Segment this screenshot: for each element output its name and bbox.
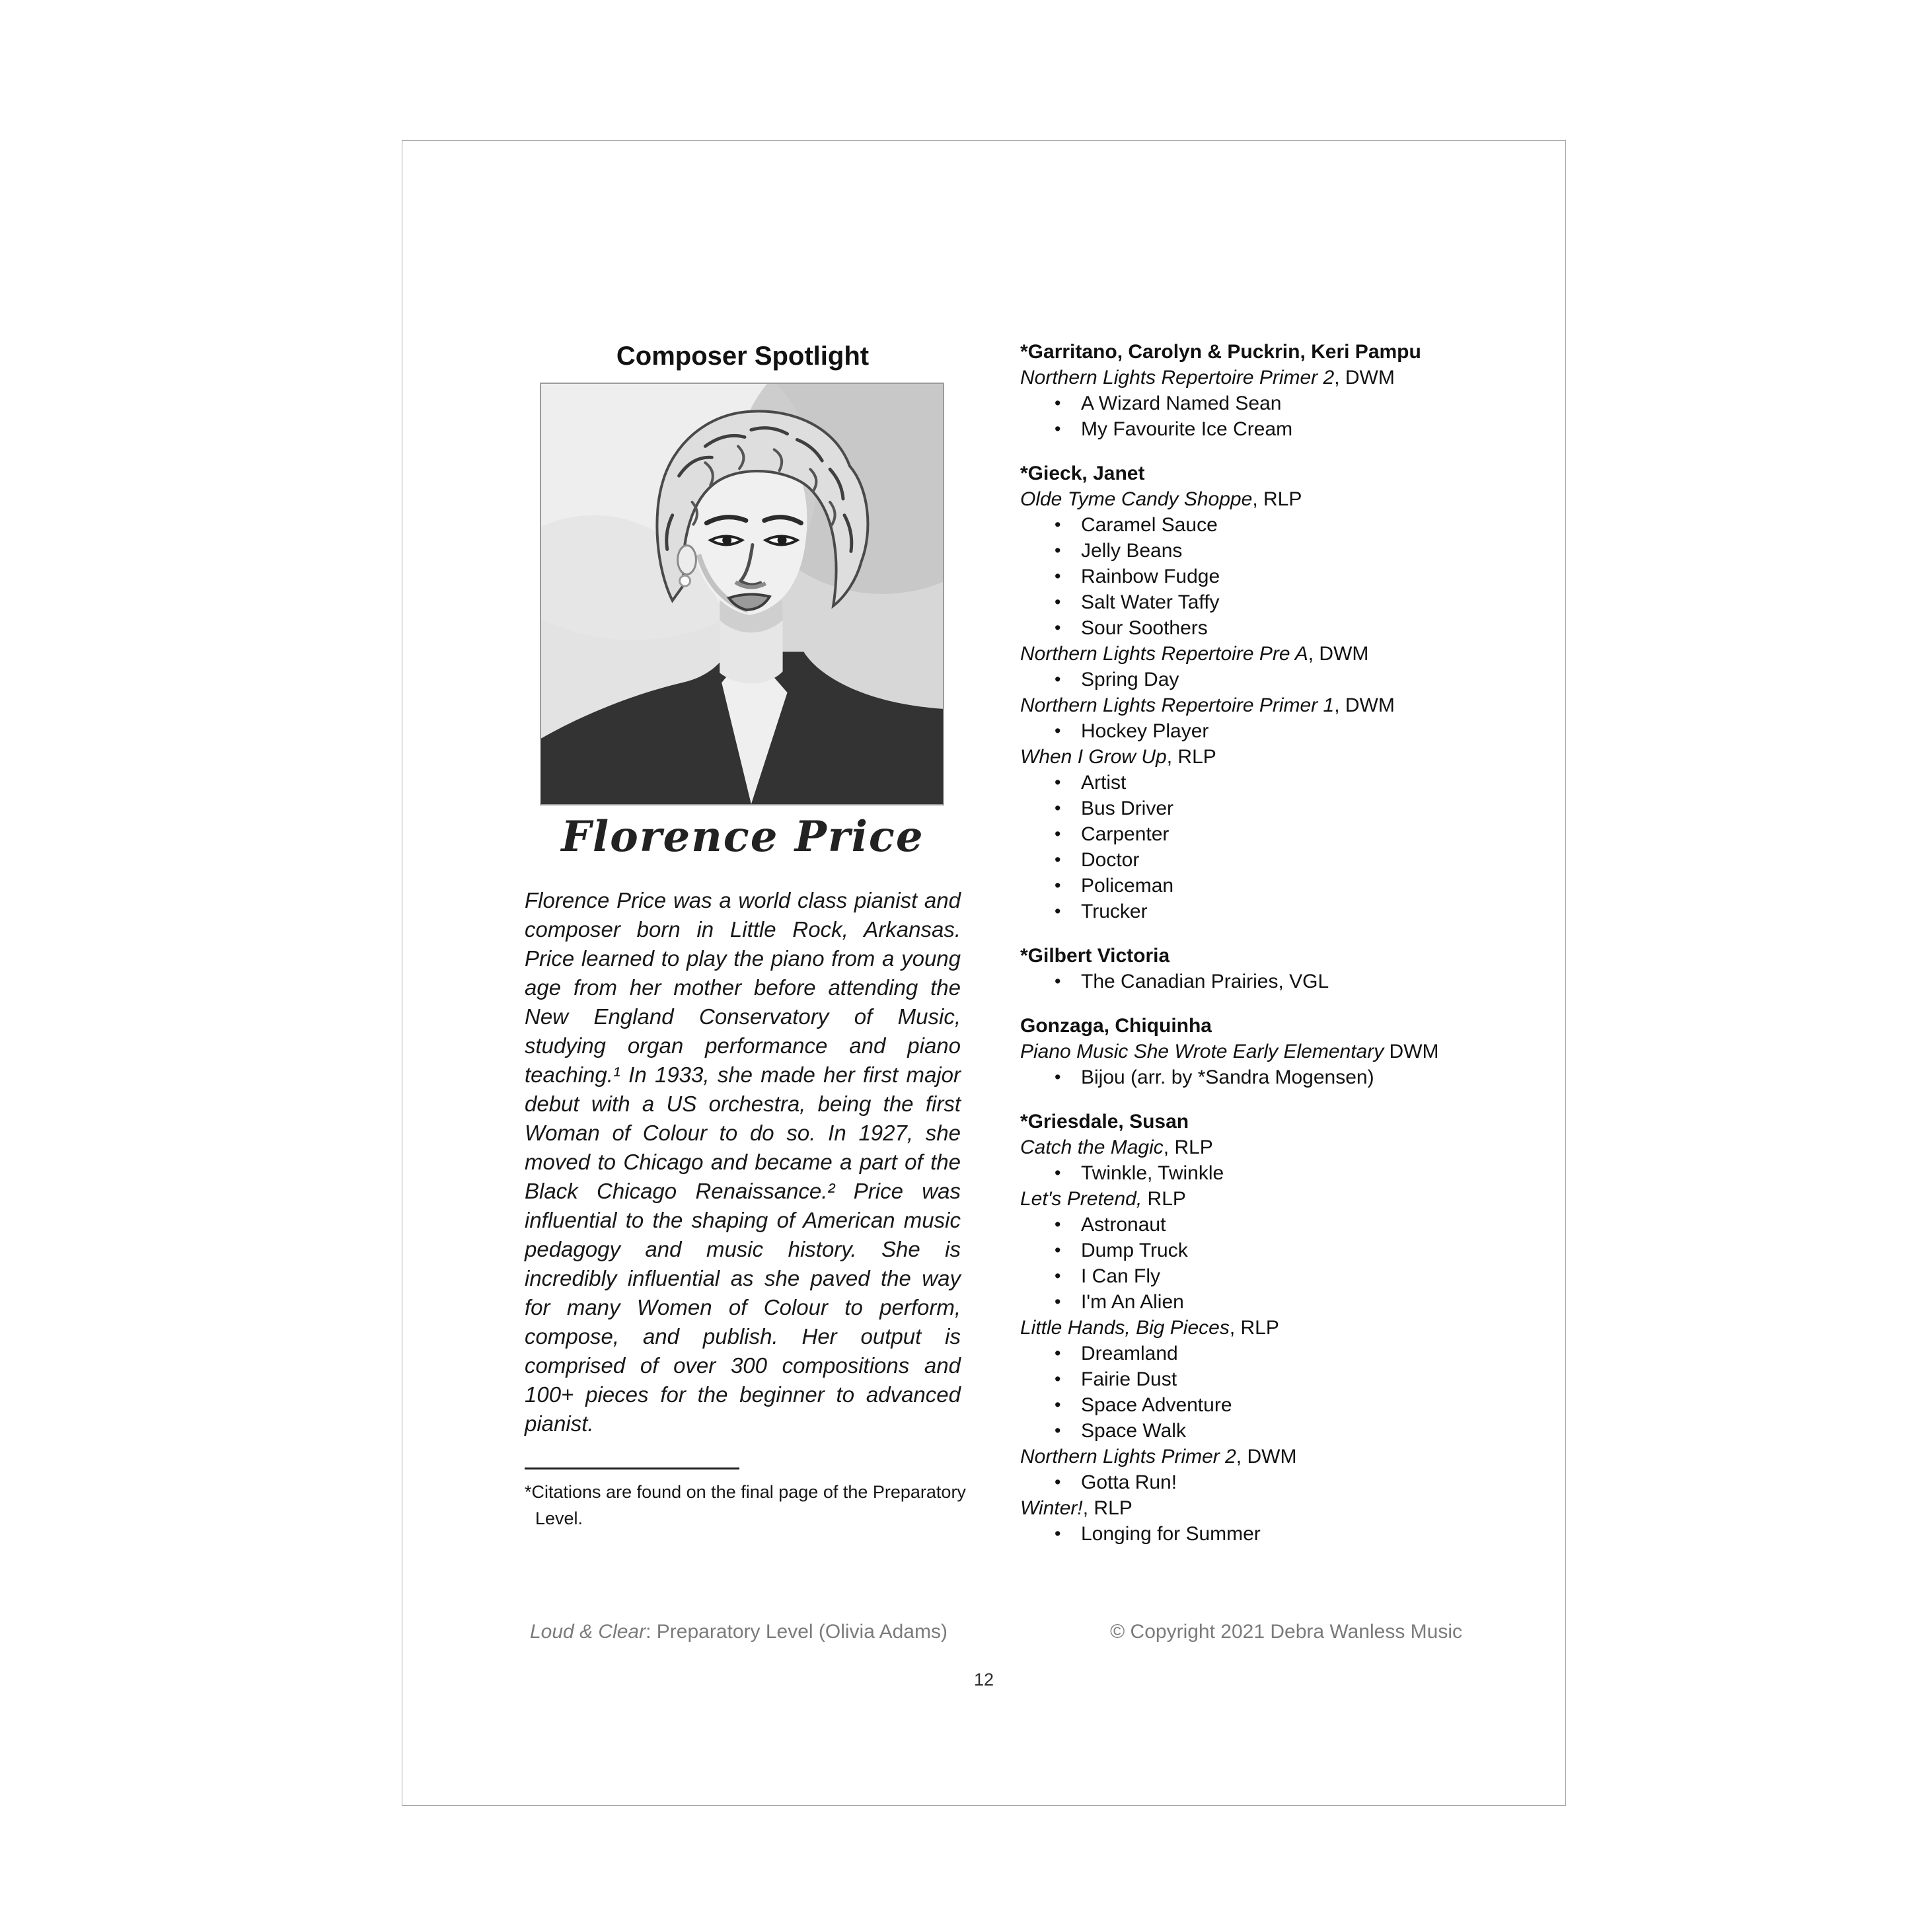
bullet-icon: • <box>1055 1067 1061 1087</box>
piece-item <box>1020 847 1476 873</box>
piece-title: Doctor <box>1081 849 1140 871</box>
bullet-icon: • <box>1055 566 1061 586</box>
piece-title: Dump Truck <box>1081 1240 1188 1261</box>
bullet-icon: • <box>1055 1343 1061 1363</box>
piece-item <box>1020 1341 1476 1366</box>
bullet-icon: • <box>1055 875 1061 895</box>
piece-title: My Favourite Ice Cream <box>1081 418 1293 440</box>
page-number: 12 <box>973 1670 994 1690</box>
book-title-line <box>1020 1039 1476 1064</box>
publisher-code: , DWM <box>1236 1446 1297 1468</box>
piece-item <box>1020 796 1476 821</box>
composer-group <box>1020 1013 1476 1090</box>
piece-item <box>1020 1263 1476 1289</box>
book-title: Let's Pretend, <box>1020 1188 1142 1210</box>
bullet-icon: • <box>1055 669 1061 689</box>
publisher-code: , RLP <box>1166 746 1216 768</box>
bullet-icon: • <box>1055 1240 1061 1260</box>
book-title-line <box>1020 744 1476 770</box>
bullet-icon: • <box>1055 540 1061 560</box>
footer-copyright: © Copyright 2021 Debra Wanless Music <box>1110 1621 1462 1643</box>
bullet-icon: • <box>1055 971 1061 991</box>
footnote-text: *Citations are found on the final page of the Preparatory Level. <box>525 1482 966 1528</box>
piece-item <box>1020 1289 1476 1315</box>
piece-title: Space Adventure <box>1081 1394 1232 1416</box>
piece-title: Sour Soothers <box>1081 617 1208 639</box>
piece-item <box>1020 538 1476 564</box>
book-title: Little Hands, Big Pieces <box>1020 1317 1230 1339</box>
piece-title: Carpenter <box>1081 823 1170 845</box>
piece-title: I'm An Alien <box>1081 1291 1184 1313</box>
piece-item <box>1020 969 1476 994</box>
composer-header: *Griesdale, Susan <box>1020 1111 1189 1133</box>
piece-title: Twinkle, Twinkle <box>1081 1162 1224 1184</box>
book-title: Piano Music She Wrote Early Elementary <box>1020 1041 1384 1062</box>
bullet-icon: • <box>1055 1163 1061 1183</box>
piece-item <box>1020 1160 1476 1186</box>
document-page <box>402 140 1566 1806</box>
footnote-divider <box>525 1468 739 1469</box>
footnote <box>525 1468 981 1532</box>
piece-item <box>1020 1392 1476 1418</box>
bullet-icon: • <box>1055 515 1061 535</box>
piece-item <box>1020 1238 1476 1263</box>
bullet-icon: • <box>1055 1369 1061 1389</box>
publisher-code: , DWM <box>1308 643 1369 665</box>
piece-item <box>1020 718 1476 744</box>
publisher-code: , RLP <box>1229 1317 1279 1339</box>
piece-item <box>1020 615 1476 641</box>
footer-title-rest: : Preparatory Level (Olivia Adams) <box>646 1621 947 1643</box>
book-title: Olde Tyme Candy Shoppe <box>1020 488 1253 510</box>
bullet-icon: • <box>1055 824 1061 844</box>
piece-title: Dreamland <box>1081 1343 1178 1364</box>
piece-item <box>1020 390 1476 416</box>
book-title: Winter! <box>1020 1497 1083 1519</box>
piece-item <box>1020 564 1476 589</box>
bullet-icon: • <box>1055 1292 1061 1312</box>
piece-title: Jelly Beans <box>1081 540 1183 562</box>
piece-title: Policeman <box>1081 875 1174 897</box>
publisher-code: , RLP <box>1082 1497 1133 1519</box>
bullet-icon: • <box>1055 850 1061 870</box>
book-title-line <box>1020 486 1476 512</box>
piece-title: Space Walk <box>1081 1420 1186 1442</box>
bullet-icon: • <box>1055 772 1061 792</box>
piece-item <box>1020 1469 1476 1495</box>
piece-item <box>1020 589 1476 615</box>
book-title-line <box>1020 1134 1476 1160</box>
piece-item <box>1020 1521 1476 1547</box>
book-title: Northern Lights Repertoire Primer 2 <box>1020 367 1335 389</box>
publisher-code: DWM <box>1384 1041 1439 1062</box>
publisher-code: , DWM <box>1334 367 1395 389</box>
composer-group <box>1020 339 1476 442</box>
composer-group <box>1020 1109 1476 1547</box>
book-title-line <box>1020 365 1476 390</box>
bullet-icon: • <box>1055 618 1061 638</box>
piece-item <box>1020 899 1476 924</box>
composer-bio: Florence Price was a world class pianist and composer born in Little Rock, Arkansas. Price learned to play the piano from a young age from her mother before attending the New England Conservatory of Music, studying organ performance and piano teaching.¹ In 1933, she made her first major debut with a US orchestra, being the first Woman of Colour to do so. In 1927, she moved to Chicago and became a part of the Black Chicago Renaissance.² Price was influential to the shaping of American music pedagogy and music history. She is incredibly influential as she paved the way for many Women of Colour to perform, compose, and publish. Her output is comprised of over 300 compositions and 100+ pieces for the beginner to advanced pianist. <box>525 888 961 1436</box>
composer-group <box>1020 461 1476 924</box>
piece-title: I Can Fly <box>1081 1265 1161 1287</box>
piece-item <box>1020 512 1476 538</box>
piece-item <box>1020 1418 1476 1444</box>
bullet-icon: • <box>1055 1421 1061 1440</box>
piece-item <box>1020 821 1476 847</box>
book-title: When I Grow Up <box>1020 746 1167 768</box>
book-title-line <box>1020 1315 1476 1341</box>
piece-title: Rainbow Fudge <box>1081 566 1220 587</box>
book-title-line <box>1020 692 1476 718</box>
book-title-line <box>1020 1186 1476 1212</box>
piece-title: Longing for Summer <box>1081 1523 1261 1545</box>
bullet-icon: • <box>1055 1524 1061 1543</box>
piece-title: A Wizard Named Sean <box>1081 392 1282 414</box>
publisher-code: RLP <box>1142 1188 1186 1210</box>
bullet-icon: • <box>1055 1214 1061 1234</box>
piece-title: Salt Water Taffy <box>1081 591 1220 613</box>
composer-header: *Gilbert Victoria <box>1020 945 1170 967</box>
publisher-code: , RLP <box>1252 488 1302 510</box>
piece-title: Astronaut <box>1081 1214 1166 1236</box>
bullet-icon: • <box>1055 419 1061 439</box>
bullet-icon: • <box>1055 798 1061 818</box>
piece-title: Fairie Dust <box>1081 1368 1177 1390</box>
florence-price-portrait <box>540 383 944 805</box>
bullet-icon: • <box>1055 721 1061 741</box>
page-title: Composer Spotlight <box>616 342 870 371</box>
book-title-line <box>1020 1495 1476 1521</box>
book-title: Northern Lights Primer 2 <box>1020 1446 1236 1468</box>
piece-item <box>1020 770 1476 796</box>
publisher-code: , RLP <box>1163 1136 1213 1158</box>
piece-title: Spring Day <box>1081 669 1179 690</box>
bullet-icon: • <box>1055 1395 1061 1415</box>
footer-title-italic: Loud & Clear <box>530 1621 646 1643</box>
piece-title: Trucker <box>1081 901 1148 922</box>
book-title: Northern Lights Repertoire Pre A <box>1020 643 1308 665</box>
bullet-icon: • <box>1055 592 1061 612</box>
bullet-icon: • <box>1055 393 1061 413</box>
piece-title: Gotta Run! <box>1081 1471 1177 1493</box>
composer-name-script: Florence Price <box>561 812 924 862</box>
bullet-icon: • <box>1055 1266 1061 1286</box>
book-title-line <box>1020 641 1476 667</box>
piece-item <box>1020 1064 1476 1090</box>
composer-group <box>1020 943 1476 994</box>
piece-item <box>1020 667 1476 692</box>
piece-title: Bus Driver <box>1081 798 1174 819</box>
book-title-line <box>1020 1444 1476 1469</box>
piece-title: Caramel Sauce <box>1081 514 1218 536</box>
piece-title: Artist <box>1081 772 1127 794</box>
piece-item <box>1020 873 1476 899</box>
portrait-illustration <box>541 384 943 804</box>
piece-item <box>1020 1212 1476 1238</box>
footer-book-title <box>530 1621 947 1643</box>
repertoire-column <box>1020 339 1476 1565</box>
piece-item <box>1020 1366 1476 1392</box>
piece-title: Hockey Player <box>1081 720 1209 742</box>
piece-item <box>1020 416 1476 442</box>
composer-header: *Garritano, Carolyn & Puckrin, Keri Pampu <box>1020 341 1421 363</box>
piece-title: Bijou (arr. by *Sandra Mogensen) <box>1081 1066 1374 1088</box>
book-title: Catch the Magic <box>1020 1136 1164 1158</box>
publisher-code: , DWM <box>1334 694 1395 716</box>
piece-title: The Canadian Prairies, VGL <box>1081 971 1329 992</box>
book-title: Northern Lights Repertoire Primer 1 <box>1020 694 1335 716</box>
bullet-icon: • <box>1055 901 1061 921</box>
composer-header: *Gieck, Janet <box>1020 463 1145 484</box>
composer-header: Gonzaga, Chiquinha <box>1020 1015 1212 1037</box>
bullet-icon: • <box>1055 1472 1061 1492</box>
